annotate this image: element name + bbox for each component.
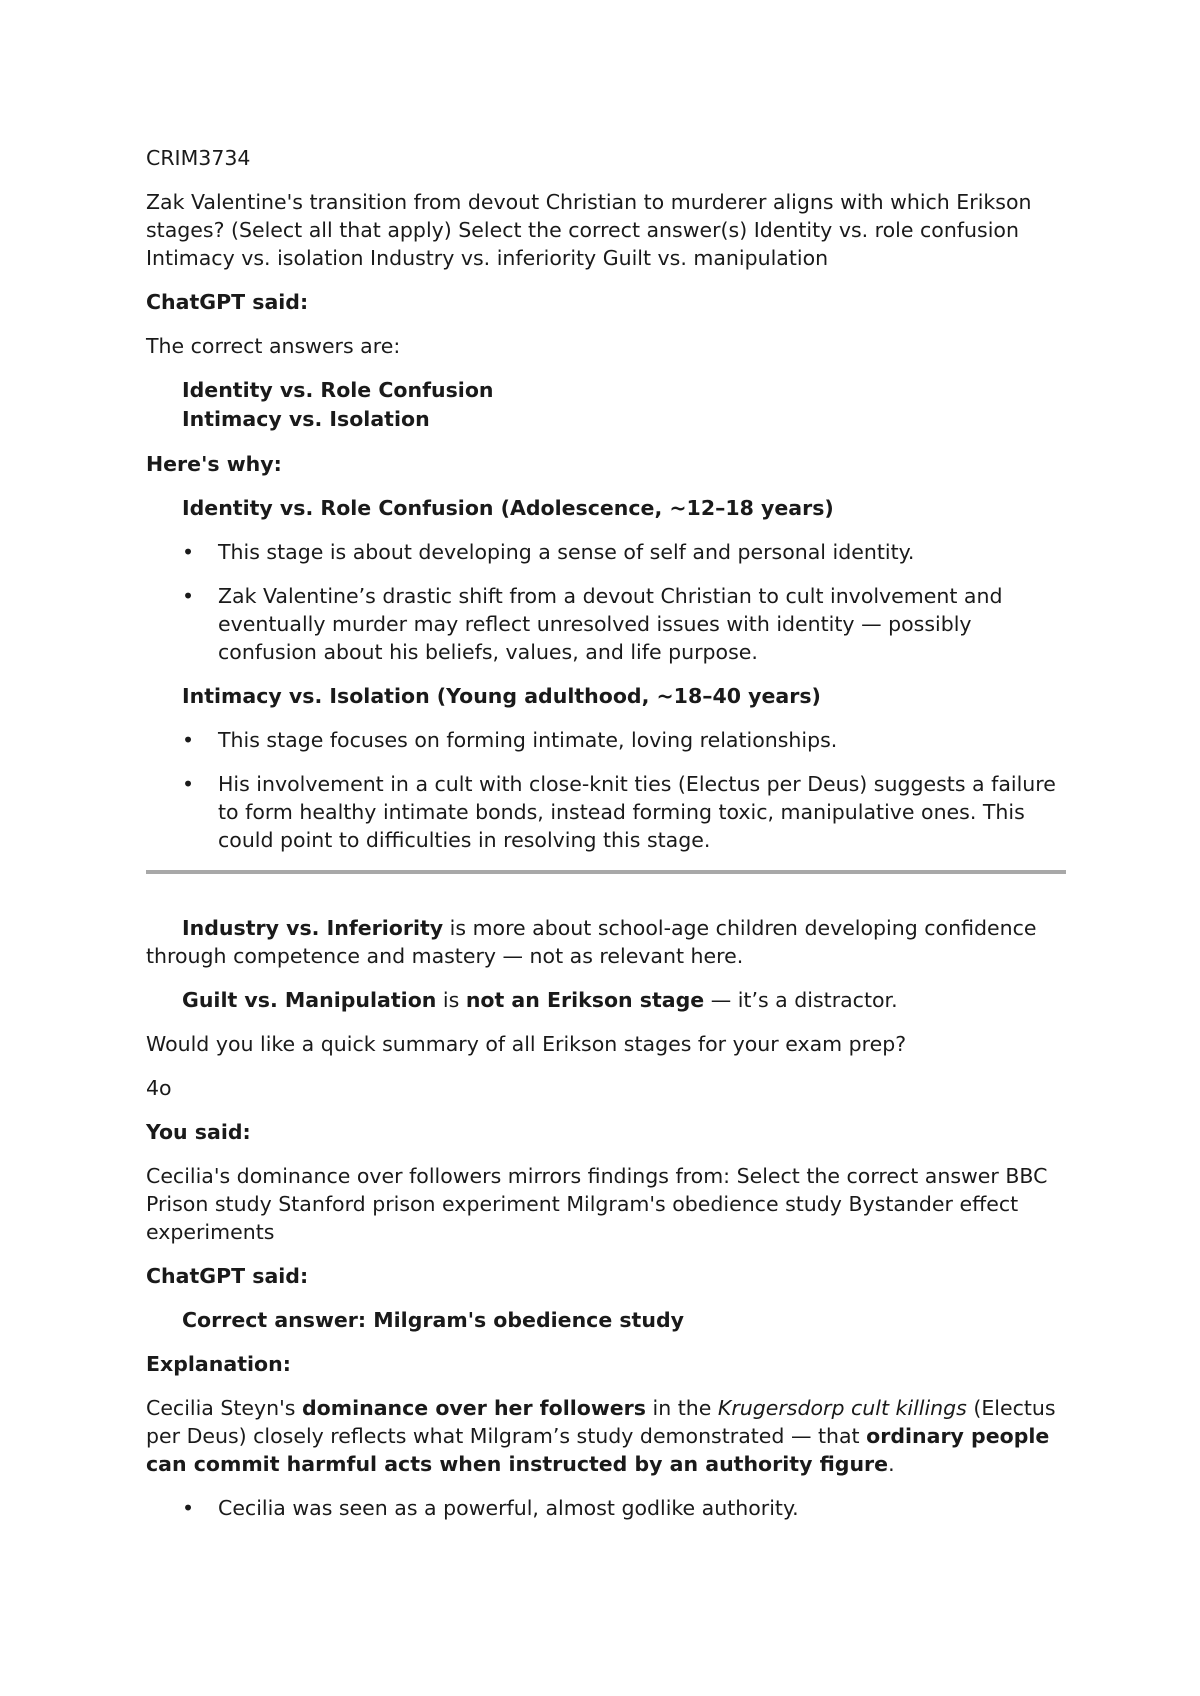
explanation-bullets xyxy=(146,1494,1066,1522)
question-1-text: Zak Valentine's transition from devout Christian to murderer aligns with which Erikson stages? (Select all that apply) Select the correct answer(s) Identity vs. role confusion Intimacy vs. isolation Industry vs. inferiority Guilt vs. manipulation xyxy=(146,190,1032,270)
answer-identity: Identity vs. Role Confusion xyxy=(182,378,494,402)
list-item: • This stage focuses on forming intimate, loving relationships. xyxy=(182,728,838,752)
heres-why-label: Here's why: xyxy=(146,452,282,476)
document-page xyxy=(146,144,1066,1538)
guilt-paragraph: Guilt vs. Manipulation is not an Erikson stage — it’s a distractor. xyxy=(182,988,898,1012)
bullet-icon: • xyxy=(182,728,195,752)
question-2-text: Cecilia's dominance over followers mirrors findings from: Select the correct answer BBC Prison study Stanford prison experiment Milgram's obedience study Bystander effect experiments xyxy=(146,1164,1048,1244)
answer-intimacy: Intimacy vs. Isolation xyxy=(182,407,430,431)
list-item: • This stage is about developing a sense of self and personal identity. xyxy=(182,540,915,564)
stage-identity-bullets xyxy=(146,538,1066,666)
chatgpt-label-2: ChatGPT said: xyxy=(146,1264,309,1288)
bullet-icon: • xyxy=(182,772,195,796)
list-item: • Cecilia was seen as a powerful, almost godlike authority. xyxy=(182,1496,799,1520)
bullet-icon: • xyxy=(182,540,195,564)
followup-question: Would you like a quick summary of all Erikson stages for your exam prep? xyxy=(146,1032,907,1056)
correct-answers-list xyxy=(146,376,1066,434)
bullet-icon: • xyxy=(182,584,195,608)
course-code: CRIM3734 xyxy=(146,146,251,170)
stage-identity-heading: Identity vs. Role Confusion (Adolescence, ~12–18 years) xyxy=(182,496,834,520)
industry-paragraph: Industry vs. Inferiority is more about school-age children developing confidence through competence and mastery — not as relevant here. xyxy=(146,916,1037,968)
explanation-paragraph: Cecilia Steyn's dominance over her followers in the Krugersdorp cult killings (Electus per Deus) closely reflects what Milgram’s study demonstrated — that ordinary people can commit harmful acts when instructed by an authority figure. xyxy=(146,1396,1056,1476)
explanation-label: Explanation: xyxy=(146,1352,291,1376)
stage-intimacy-heading: Intimacy vs. Isolation (Young adulthood, ~18–40 years) xyxy=(182,684,821,708)
list-item: • His involvement in a cult with close-knit ties (Electus per Deus) suggests a failure to form healthy intimate bonds, instead forming toxic, manipulative ones. This could point to difficulties in resolving this stage. xyxy=(182,772,1056,852)
answers-intro: The correct answers are: xyxy=(146,334,401,358)
bullet-icon: • xyxy=(182,1496,195,1520)
chatgpt-label-1: ChatGPT said: xyxy=(146,290,309,314)
horizontal-divider xyxy=(146,870,1066,874)
correct-answer-milgram: Correct answer: Milgram's obedience study xyxy=(182,1308,684,1332)
model-label: 4o xyxy=(146,1076,172,1100)
you-said-label: You said: xyxy=(146,1120,251,1144)
list-item: • Zak Valentine’s drastic shift from a devout Christian to cult involvement and eventually murder may reflect unresolved issues with identity — possibly confusion about his beliefs, values, and life purpose. xyxy=(182,584,1003,664)
stage-intimacy-bullets xyxy=(146,726,1066,854)
